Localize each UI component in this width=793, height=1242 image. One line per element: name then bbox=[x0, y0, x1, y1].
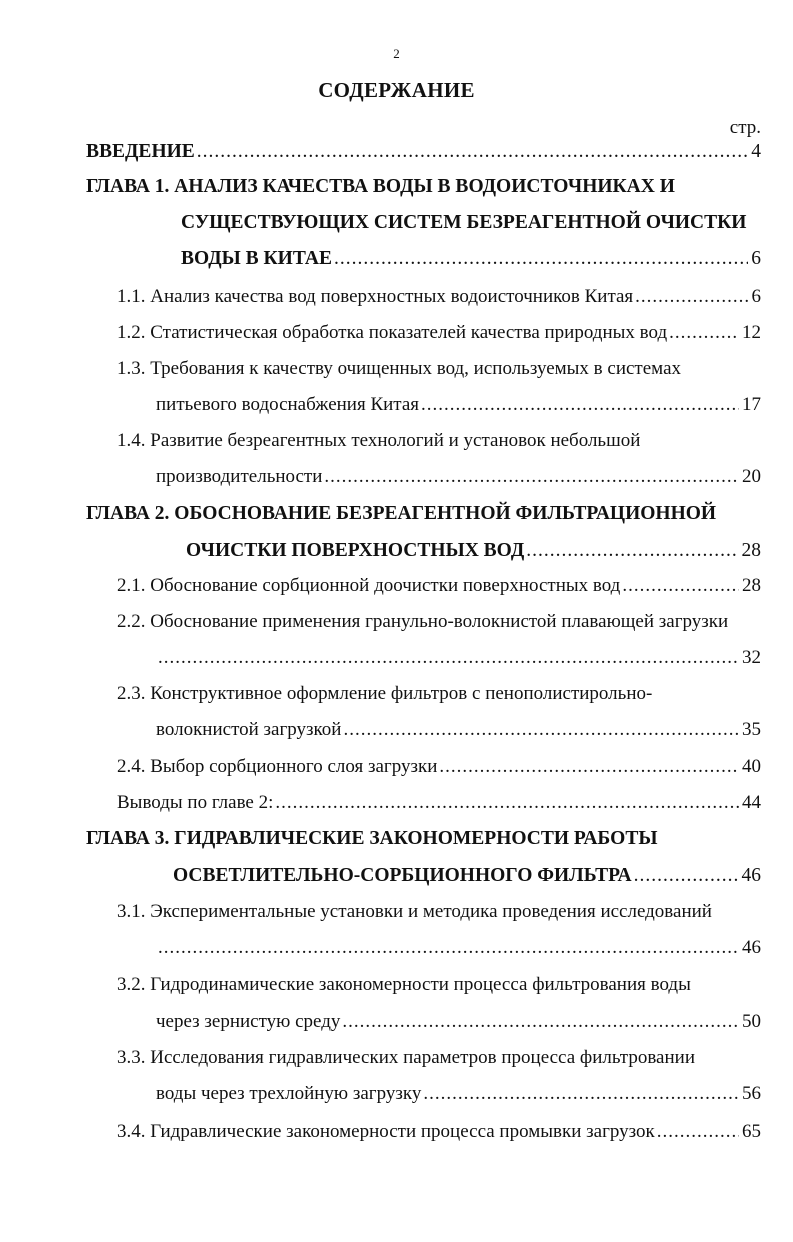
toc-entry-page: 65 bbox=[742, 1121, 761, 1142]
toc-entry-page: 12 bbox=[742, 322, 761, 343]
toc-section-1-3-line-1: 1.3. Требования к качеству очищенных вод, используемых в системах bbox=[117, 358, 681, 379]
toc-entry-text: 3.4. Гидравлические закономерности процесса промывки загрузок bbox=[117, 1121, 655, 1142]
toc-chapter-3-line-1: ГЛАВА 3. ГИДРАВЛИЧЕСКИЕ ЗАКОНОМЕРНОСТИ РАБОТЫ bbox=[86, 828, 658, 849]
toc-leader-dots bbox=[657, 1118, 739, 1146]
toc-entry-text: волокнистой загрузкой bbox=[156, 719, 342, 740]
toc-chapter-2 bbox=[186, 537, 761, 565]
toc-leader-dots bbox=[343, 716, 739, 744]
toc-chapter-1 bbox=[181, 245, 761, 273]
toc-entry-text: 2.1. Обоснование сорбционной доочистки поверхностных вод bbox=[117, 575, 621, 596]
toc-chapter-3 bbox=[173, 862, 761, 890]
toc-entry-page: 6 bbox=[751, 248, 761, 269]
toc-leader-dots bbox=[634, 862, 739, 890]
toc-entry-page: 28 bbox=[741, 540, 761, 561]
toc-entry-page: 17 bbox=[742, 394, 761, 415]
toc-entry-introduction bbox=[86, 138, 761, 166]
toc-chapter-1-line-1: ГЛАВА 1. АНАЛИЗ КАЧЕСТВА ВОДЫ В ВОДОИСТОЧНИКАХ И bbox=[86, 176, 675, 197]
toc-section-3-1-line-1: 3.1. Экспериментальные установки и методика проведения исследований bbox=[117, 901, 712, 922]
toc-entry-page: 35 bbox=[742, 719, 761, 740]
toc-entry-page: 20 bbox=[742, 466, 761, 487]
toc-entry-text: 1.1. Анализ качества вод поверхностных водоисточников Китая bbox=[117, 286, 634, 307]
toc-entry-page: 56 bbox=[742, 1083, 761, 1104]
toc-leader-dots bbox=[342, 1008, 739, 1036]
toc-section-3-2-line-1: 3.2. Гидродинамические закономерности процесса фильтрования воды bbox=[117, 974, 691, 995]
toc-entry-page: 44 bbox=[742, 792, 761, 813]
toc-entry-text: Выводы по главе 2: bbox=[117, 792, 274, 813]
toc-section-1-4-line-1: 1.4. Развитие безреагентных технологий и установок небольшой bbox=[117, 430, 641, 451]
toc-entry-page: 46 bbox=[742, 937, 761, 958]
toc-section-1-2 bbox=[117, 319, 761, 347]
toc-section-3-2 bbox=[156, 1008, 761, 1036]
toc-chapter-1-line-2: СУЩЕСТВУЮЩИХ СИСТЕМ БЕЗРЕАГЕНТНОЙ ОЧИСТКИ bbox=[181, 212, 747, 233]
page-column-label: стр. bbox=[729, 117, 761, 138]
toc-section-1-3 bbox=[156, 391, 761, 419]
toc-conclusions-chapter-2 bbox=[117, 789, 761, 817]
toc-entry-page: 40 bbox=[742, 756, 761, 777]
toc-entry-page: 46 bbox=[741, 865, 761, 886]
toc-section-2-3-line-1: 2.3. Конструктивное оформление фильтров с пенополистирольно- bbox=[117, 683, 653, 704]
toc-section-3-3-line-1: 3.3. Исследования гидравлических параметров процесса фильтровании bbox=[117, 1047, 695, 1068]
toc-leader-dots bbox=[158, 644, 739, 672]
toc-section-2-2-line-1: 2.2. Обоснование применения гранульно-волокнистой плавающей загрузки bbox=[117, 611, 729, 632]
toc-entry-text: ВОДЫ В КИТАЕ bbox=[181, 248, 332, 269]
toc-section-1-1 bbox=[117, 283, 761, 311]
toc-leader-dots bbox=[275, 789, 739, 817]
toc-leader-dots bbox=[526, 537, 738, 565]
toc-leader-dots bbox=[622, 572, 739, 600]
toc-entry-text: питьевого водоснабжения Китая bbox=[156, 394, 419, 415]
toc-entry-text: через зернистую среду bbox=[156, 1011, 341, 1032]
toc-entry-text: воды через трехлойную загрузку bbox=[156, 1083, 422, 1104]
toc-entry-page: 32 bbox=[742, 647, 761, 668]
toc-leader-dots bbox=[158, 934, 739, 962]
toc-entry-page: 4 bbox=[751, 141, 761, 162]
toc-entry-page: 6 bbox=[751, 286, 761, 307]
toc-entry-text: ВВЕДЕНИЕ bbox=[86, 141, 195, 162]
toc-section-3-4 bbox=[117, 1118, 761, 1146]
toc-leader-dots bbox=[423, 1080, 739, 1108]
toc-entry-page: 50 bbox=[742, 1011, 761, 1032]
toc-section-2-4 bbox=[117, 753, 761, 781]
toc-entry-page: 28 bbox=[742, 575, 761, 596]
toc-leader-dots bbox=[334, 245, 748, 273]
toc-entry-text: ОСВЕТЛИТЕЛЬНО-СОРБЦИОННОГО ФИЛЬТРА bbox=[173, 865, 632, 886]
toc-section-2-3 bbox=[156, 716, 761, 744]
page-title: СОДЕРЖАНИЕ bbox=[318, 78, 475, 102]
toc-entry-text: 2.4. Выбор сорбционного слоя загрузки bbox=[117, 756, 438, 777]
toc-leader-dots bbox=[669, 319, 739, 347]
toc-leader-dots bbox=[421, 391, 739, 419]
toc-entry-text: ОЧИСТКИ ПОВЕРХНОСТНЫХ ВОД bbox=[186, 540, 525, 561]
toc-entry-text: 1.2. Статистическая обработка показателей качества природных вод bbox=[117, 322, 668, 343]
toc-leader-dots bbox=[324, 463, 739, 491]
toc-section-2-1 bbox=[117, 572, 761, 600]
toc-leader-dots bbox=[635, 283, 748, 311]
toc-section-2-2 bbox=[156, 644, 761, 672]
toc-leader-dots bbox=[197, 138, 748, 166]
toc-entry-text: производительности bbox=[156, 466, 323, 487]
toc-section-3-3 bbox=[156, 1080, 761, 1108]
toc-leader-dots bbox=[439, 753, 739, 781]
page-number: 2 bbox=[393, 46, 400, 61]
toc-chapter-2-line-1: ГЛАВА 2. ОБОСНОВАНИЕ БЕЗРЕАГЕНТНОЙ ФИЛЬТРАЦИОННОЙ bbox=[86, 503, 717, 524]
toc-section-1-4 bbox=[156, 463, 761, 491]
toc-section-3-1 bbox=[156, 934, 761, 962]
